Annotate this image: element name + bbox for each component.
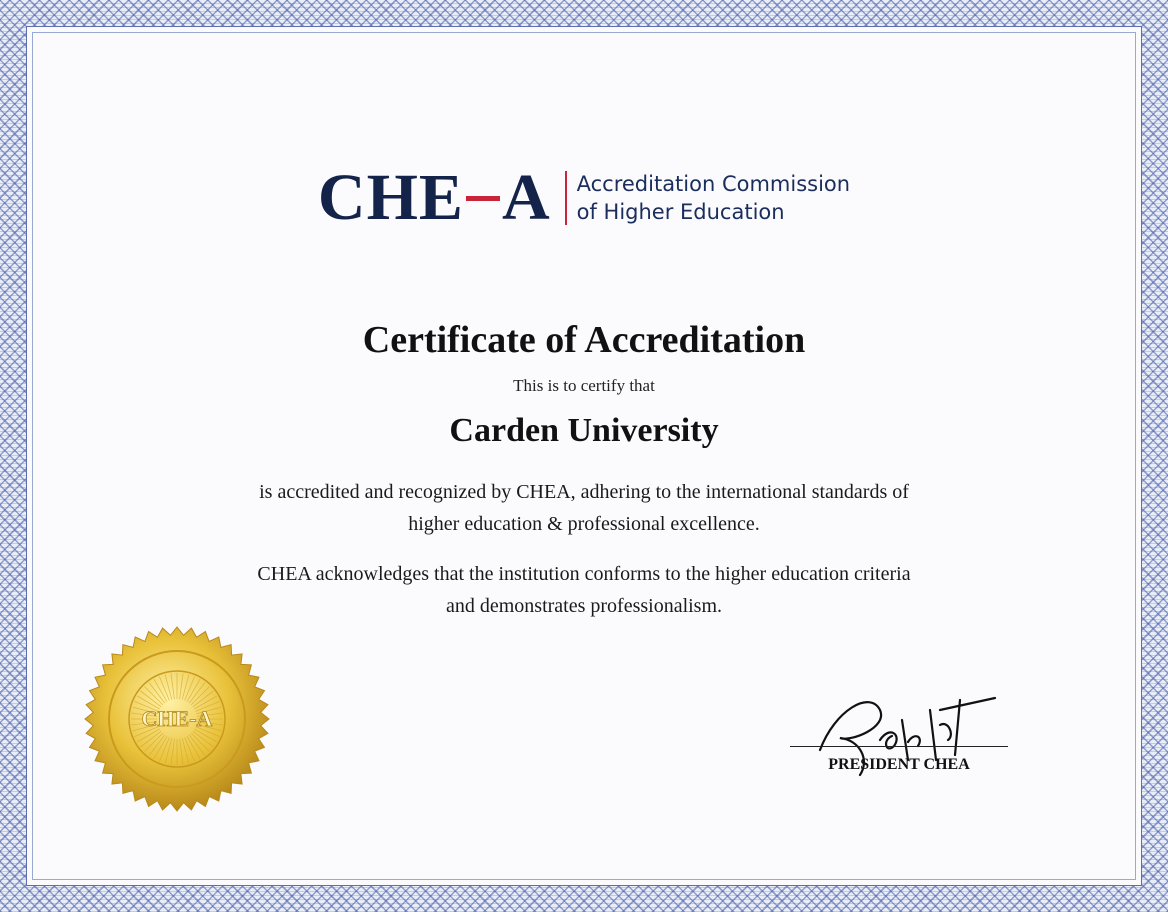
signature-label: PRESIDENT CHEA bbox=[828, 756, 970, 773]
gold-seal-icon bbox=[84, 626, 270, 812]
chea-logo bbox=[27, 161, 1141, 234]
logo-red-dash bbox=[466, 196, 500, 201]
acknowledgement-line2: and demonstrates professionalism. bbox=[445, 595, 723, 617]
logo-tagline bbox=[577, 170, 850, 226]
logo-tagline-line2: of Higher Education bbox=[576, 200, 785, 224]
logo-divider bbox=[565, 171, 567, 225]
seal-center-text: CHE-A bbox=[141, 706, 213, 731]
logo-wordmark-right: A bbox=[501, 161, 551, 234]
signature-text: Robert bbox=[790, 680, 793, 681]
logo-wordmark-left: CHE bbox=[317, 161, 464, 234]
statement-line1: is accredited and recognized by CHEA, adhering to the international standards of bbox=[259, 481, 909, 503]
acknowledgement-statement bbox=[200, 558, 968, 622]
acknowledgement-line1: CHEA acknowledges that the institution conforms to the higher education criteria bbox=[257, 563, 911, 585]
institution-name: Carden University bbox=[449, 412, 719, 449]
logo-tagline-line1: Accreditation Commission bbox=[576, 172, 851, 196]
logo-wordmark bbox=[317, 161, 551, 234]
certificate-title: Certificate of Accreditation bbox=[362, 319, 806, 361]
certify-line: This is to certify that bbox=[513, 376, 655, 395]
accreditation-statement bbox=[200, 476, 968, 540]
statement-line2: higher education & professional excellence. bbox=[408, 513, 760, 535]
signature-line bbox=[790, 746, 1008, 747]
